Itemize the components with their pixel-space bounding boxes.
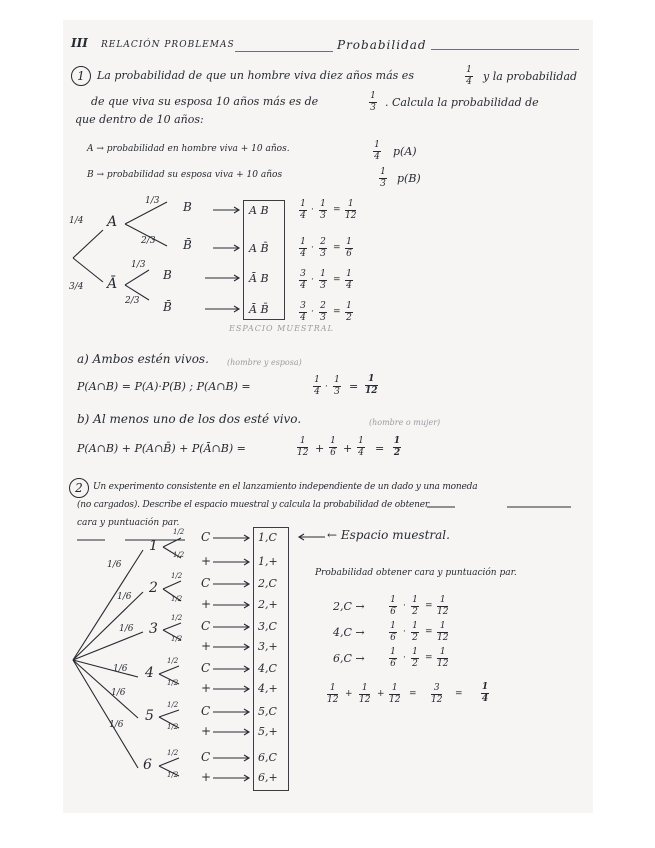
p2-space-arrow bbox=[299, 534, 325, 540]
p1-statement-frac2: 1 3 bbox=[370, 91, 376, 113]
p1-branch-root-A bbox=[73, 230, 103, 258]
p2-die-1: 1 bbox=[149, 538, 158, 554]
p1-outcome-4: Ā B̄ bbox=[249, 303, 269, 316]
p1-part-a-f2: 1 3 bbox=[334, 375, 340, 397]
p1-outcome-1: A B bbox=[249, 204, 269, 217]
p1-prob-A: 1/4 bbox=[69, 216, 84, 226]
p1-prob-notB-2: 2/3 bbox=[125, 296, 140, 306]
p1-prob-notA: 3/4 bbox=[69, 282, 84, 292]
p2-statement-line3: cara y puntuación par. bbox=[77, 518, 180, 528]
p1-space-label: ESPACIO MUESTRAL bbox=[229, 324, 334, 333]
header-title: RELACIÓN PROBLEMAS bbox=[101, 40, 235, 50]
p1-statement-line2b: . Calcula la probabilidad de bbox=[385, 96, 539, 109]
p1-node-A: A bbox=[107, 214, 118, 230]
p1-part-b-result: 1 2 bbox=[393, 436, 401, 458]
p2-prob-4: 1/6 bbox=[113, 664, 128, 674]
p2-prob-5: 1/6 bbox=[111, 688, 126, 698]
p1-part-b-eq: P(A∩B) + P(A∩B̄) + P(Ā∩B) = bbox=[77, 442, 246, 455]
p1-outcome-2: A B̄ bbox=[249, 242, 269, 255]
p1-def-B-p: p(B) bbox=[397, 172, 421, 185]
p1-def-A: A → probabilidad en hombre viva + 10 años. bbox=[87, 144, 290, 154]
p1-part-b-t3: 1 4 bbox=[358, 436, 364, 458]
p1-def-A-p: p(A) bbox=[393, 145, 417, 158]
p1-node-notA: Ā bbox=[107, 276, 118, 292]
p1-arrow-3 bbox=[205, 275, 239, 281]
p1-prob-notB-1: 2/3 bbox=[141, 236, 156, 246]
p1-prob-B-2: 1/3 bbox=[131, 260, 146, 270]
p2-die-6: 6 bbox=[143, 757, 152, 773]
p1-leaf-notB-2: B̄ bbox=[163, 300, 172, 314]
p2-die-5: 5 bbox=[145, 708, 154, 724]
p1-statement-line2: de que viva su esposa 10 años más es de bbox=[91, 95, 319, 108]
p1-part-a-note: (hombre y esposa) bbox=[227, 358, 302, 367]
p2-die-4: 4 bbox=[145, 665, 154, 681]
p1-statement-line1b: y la probabilidad bbox=[483, 70, 578, 83]
p1-part-b-t1: 1 12 bbox=[297, 436, 309, 458]
p2-prob-6: 1/6 bbox=[109, 720, 124, 730]
p2-prob-2: 1/6 bbox=[117, 592, 132, 602]
p1-part-b-label: b) Al menos uno de los dos esté vivo. bbox=[77, 412, 302, 426]
p2-prob-3: 1/6 bbox=[119, 624, 134, 634]
p1-def-A-frac: 1 4 bbox=[374, 140, 380, 162]
p1-def-B: B → probabilidad su esposa viva + 10 años bbox=[87, 170, 283, 180]
p2-die-2: 2 bbox=[149, 580, 158, 596]
p1-arrow-1 bbox=[213, 207, 239, 213]
section-number: III bbox=[71, 36, 88, 50]
p1-statement-line3: que dentro de 10 años: bbox=[75, 113, 204, 126]
p2-branch-3 bbox=[73, 632, 143, 660]
p1-sample-space-box bbox=[243, 200, 285, 320]
p1-prob-B-1: 1/3 bbox=[145, 196, 160, 206]
p2-die-3: 3 bbox=[149, 621, 158, 637]
p2-statement-line2: (no cargados). Describe el espacio muestral y calcula la probabilidad de obtener bbox=[77, 500, 429, 510]
p1-part-a-dot: · bbox=[325, 382, 328, 392]
p2-space-note: ← Espacio muestral. bbox=[327, 528, 450, 542]
p1-part-b-equals: = bbox=[375, 442, 385, 455]
problem-2-number: 2 bbox=[69, 478, 89, 498]
p1-arrow-2 bbox=[213, 245, 239, 251]
p1-def-B-frac: 1 3 bbox=[380, 167, 386, 189]
p2-outcome-arrows bbox=[213, 535, 249, 781]
p1-part-a-label: a) Ambos estén vivos. bbox=[77, 352, 209, 366]
p1-part-a-result: 1 12 bbox=[365, 374, 378, 396]
p2-statement-line1: Un experimento consistente en el lanzamiento independiente de un dado y una moneda bbox=[93, 482, 478, 492]
p1-part-b-plus2: + bbox=[343, 442, 353, 455]
problem-1-number: 1 bbox=[71, 66, 91, 86]
p1-outcome-3: Ā B bbox=[249, 272, 269, 285]
p1-leaf-B-1: B bbox=[183, 200, 192, 214]
p1-part-b-t2: 1 6 bbox=[330, 436, 336, 458]
header-rule-1 bbox=[235, 51, 333, 52]
p1-leaf-B-2: B bbox=[163, 268, 172, 282]
p1-part-a-eq: P(A∩B) = P(A)·P(B) ; P(A∩B) = bbox=[77, 380, 251, 393]
p1-branch-notA-B bbox=[125, 270, 149, 285]
p1-part-a-f1: 1 4 bbox=[314, 375, 320, 397]
notebook-page: III RELACIÓN PROBLEMAS Probabilidad 1 La probabilidad de que un hombre viva diez años más es 1 4 y la probabilidad de que viva su esposa 10 años más es de 1 3 . Calcula la probabilidad de que dentro de 10 años: A → probabilidad en hombre viva + 10 años. 1 4 p(A) B → probabilidad su esposa viva + 10 años 1 3 p(B) 1/4 3/4 A Ā 1/3 2/3 1/3 2/3 B B̄ B B̄ A B A B̄ Ā B Ā B̄ ESPACIO MUESTRAL 1 4 · 1 3 = 1 12 1 4 · 2 3 = 1 6 3 4 · 1 3 = 1 4 3 4 · 2 3 = 1 2 a) Ambos estén vivos. (hombre y esposa) P(A∩B) = P(A)·P(B) ; P(A∩B) = 1 4 · 1 3 = 1 12 b) Al menos uno de los dos esté vivo. (hombre o mujer) P(A∩B) + P(A∩B̄) + P(Ā∩B) = 1 12 + 1 6 + 1 4 = 1 2 2 Un experimento consistente en el lanzamiento independiente de un dado y una moneda (no cargados). Describe el espacio muestral y calcula la probabilidad de obtener cara y puntuación par. 1/6 1/6 1/6 1/6 1/6 1/6 1 2 3 4 5 6 1/2 1/2 1/2 1/2 1/2 1/2 1/2 1/2 1/2 1/2 1/2 1/2 C + C + C + C + C + C + 1,C 1,+ 2,C 2,+ 3,C 3,+ 4,C 4,+ 5,C 5,+ 6,C 6,+ ← Espacio muestral. Probabilidad obtener cara y puntuación par. 2,C → 1 6 · 1 2 = 1 12 4,C → 1 6 · 1 2 = 1 12 6,C → 1 6 · 1 2 = 1 12 1 12 + 1 12 + 1 12 = 3 12 = 1 4 bbox=[63, 20, 593, 813]
p1-branch-root-notA bbox=[73, 258, 103, 282]
p1-arrow-4 bbox=[205, 306, 239, 312]
header-rule-2 bbox=[431, 49, 579, 50]
p1-statement-frac: 1 4 bbox=[466, 65, 472, 87]
header-subject: Probabilidad bbox=[337, 38, 427, 52]
p2-prob-1: 1/6 bbox=[107, 560, 122, 570]
p1-statement-line1: La probabilidad de que un hombre viva diez años más es bbox=[97, 69, 414, 82]
p1-part-b-plus1: + bbox=[315, 442, 325, 455]
p1-leaf-notB-1: B̄ bbox=[183, 238, 192, 252]
p1-part-a-equals: = bbox=[349, 380, 359, 393]
p2-right-title: Probabilidad obtener cara y puntuación par. bbox=[315, 568, 517, 578]
p1-part-b-note: (hombre o mujer) bbox=[369, 418, 441, 427]
p2-branch-6 bbox=[73, 660, 138, 768]
